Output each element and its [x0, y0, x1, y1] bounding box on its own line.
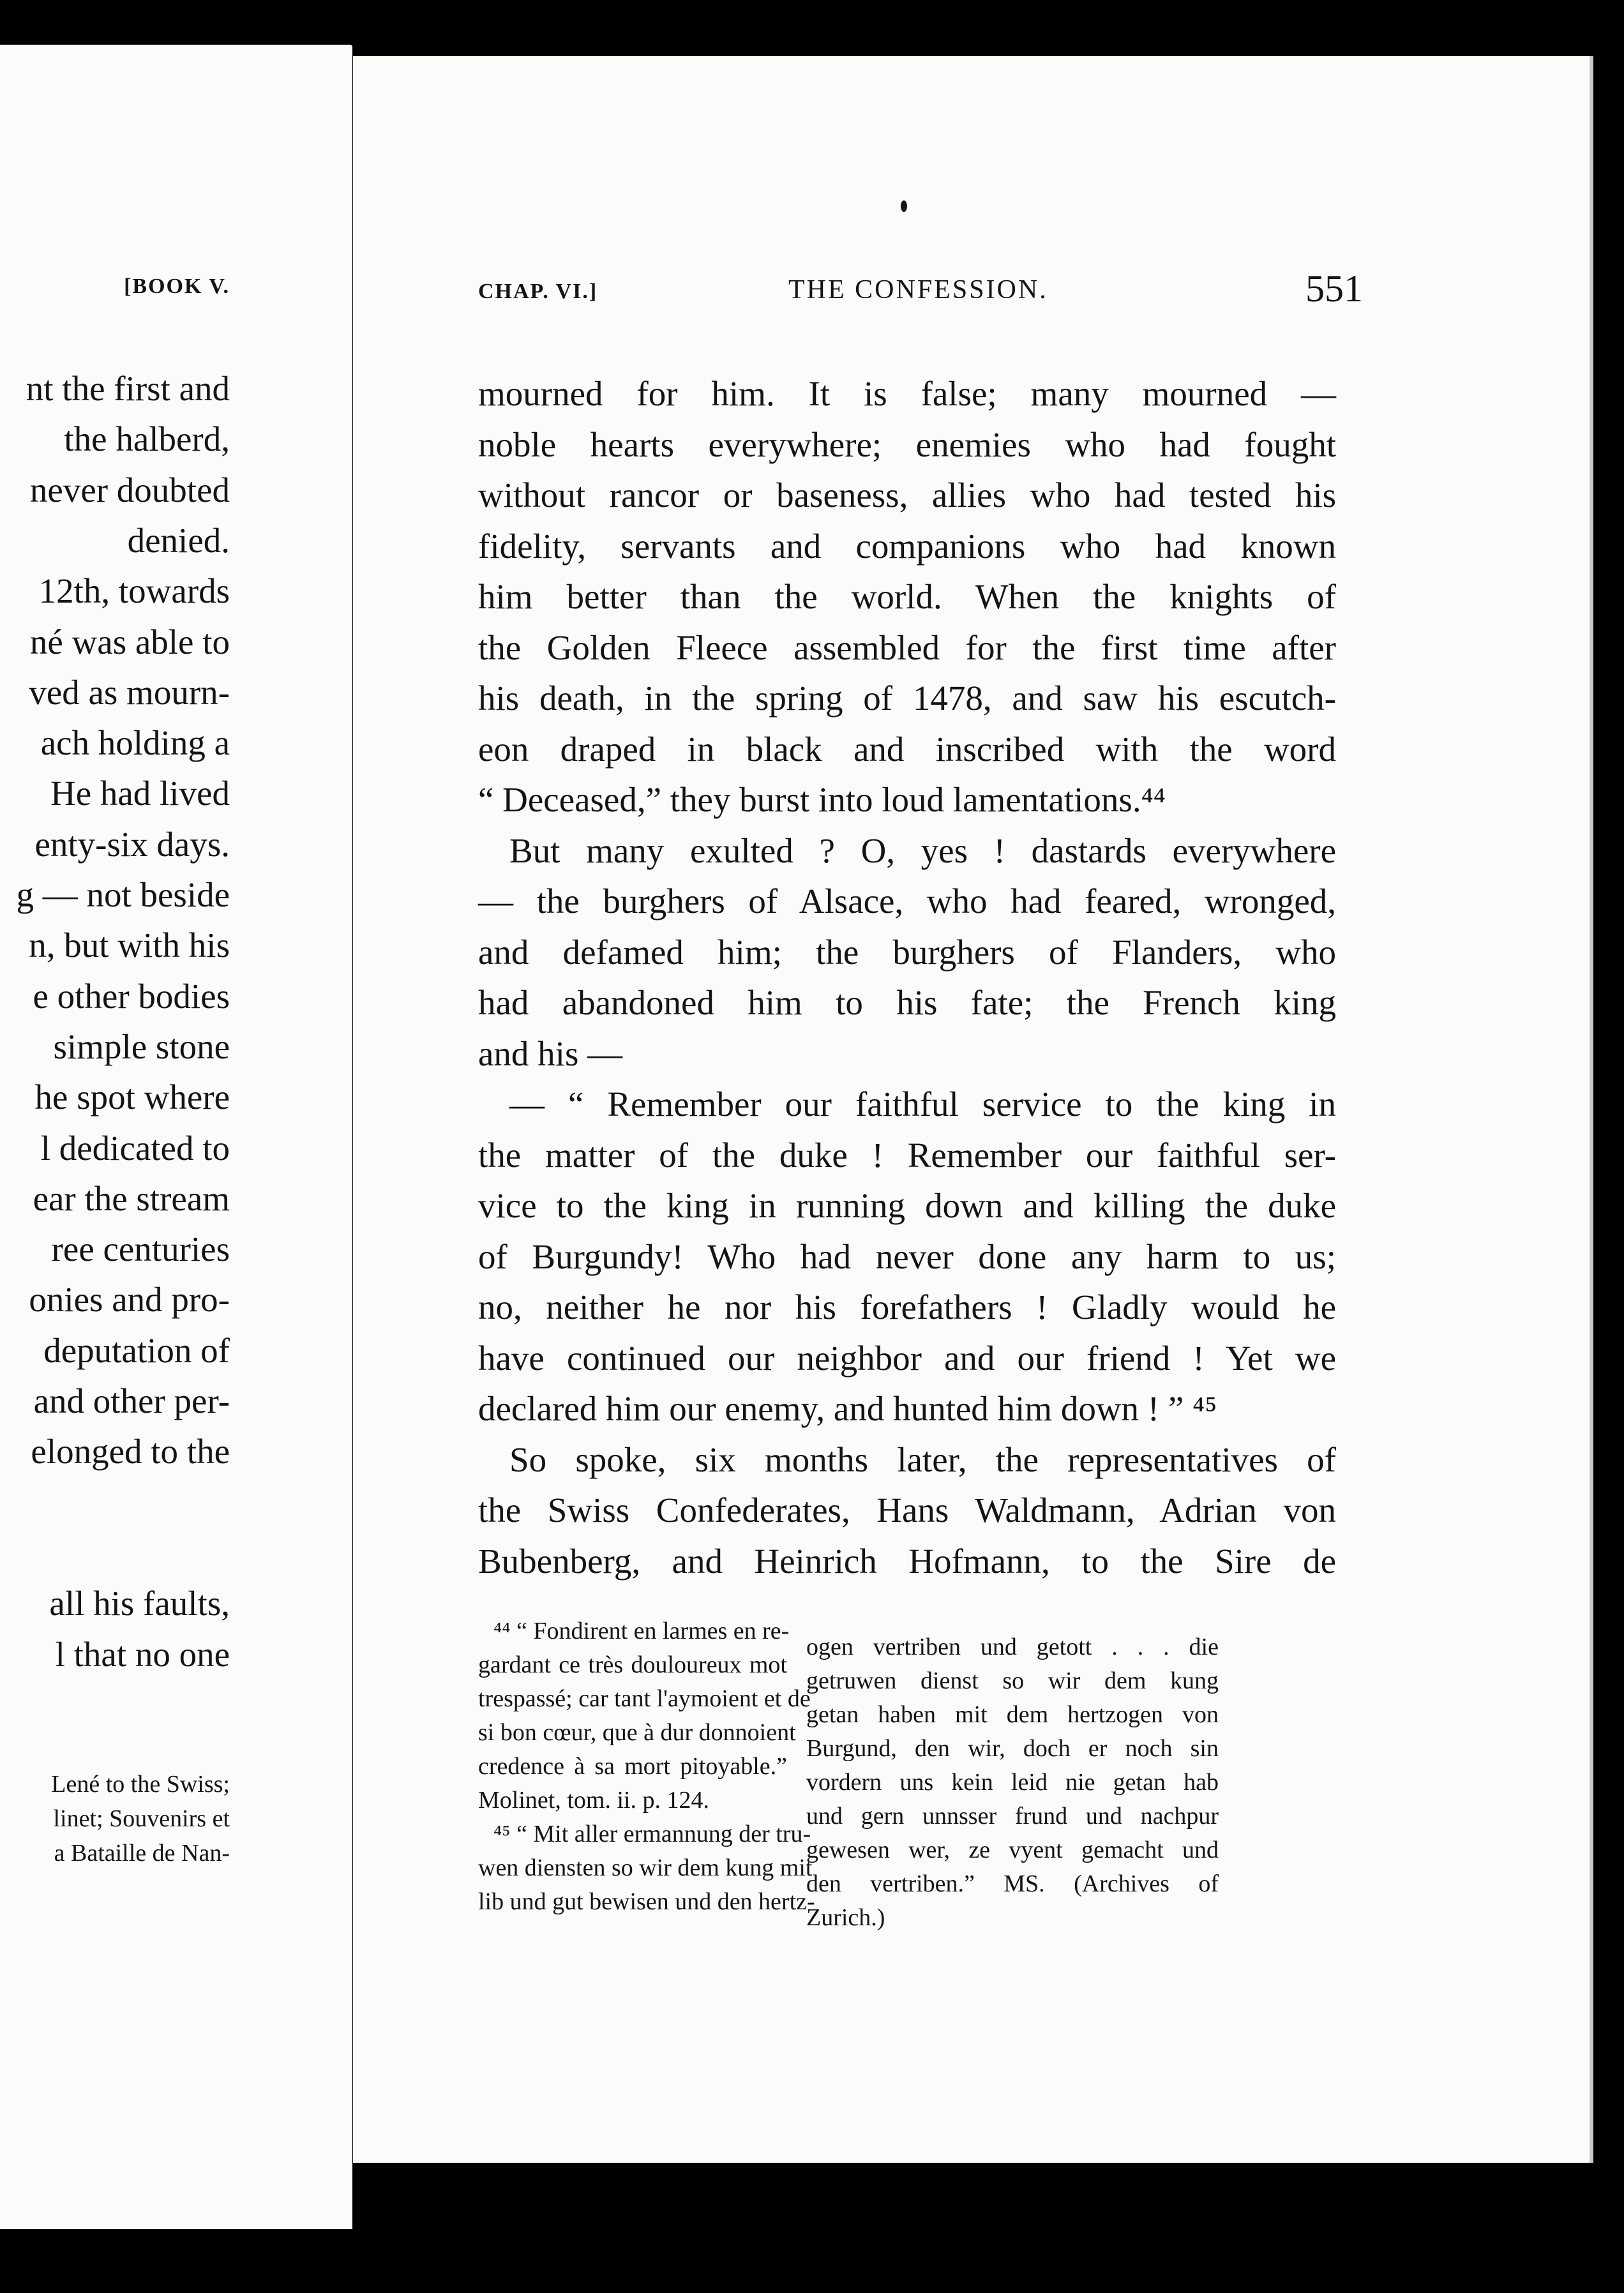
text-line: ved as mourn-	[29, 672, 230, 712]
text-line: him better than the world. When the knights of	[478, 577, 1336, 616]
ink-mark	[901, 200, 907, 212]
footnote-line: linet; Souvenirs et	[53, 1805, 230, 1832]
text-line: né was able to	[29, 622, 230, 661]
page-number: 551	[1305, 267, 1363, 310]
text-line: had abandoned him to his fate; the French king	[478, 983, 1336, 1022]
text-line: “ Deceased,” they burst into loud lamentations.⁴⁴	[478, 780, 1166, 819]
footnote-line: vordern uns kein leid nie getan hab	[806, 1769, 1219, 1796]
running-title: THE CONFESSION.	[788, 275, 1048, 304]
footnote-line: lib und gut bewisen und den hertz-	[478, 1888, 815, 1915]
text-line: denied.	[127, 520, 230, 560]
text-line: never doubted	[29, 470, 230, 509]
right-page	[353, 56, 1593, 2163]
text-line: Bubenberg, and Heinrich Hofmann, to the Sire de	[478, 1541, 1336, 1581]
footnote-line: den vertriben.” MS. (Archives of	[806, 1870, 1219, 1897]
text-line: deputation of	[43, 1330, 230, 1370]
text-line: onies and pro-	[29, 1280, 230, 1319]
footnote-line: ⁴⁴ “ Fondirent en larmes en re-	[493, 1618, 790, 1644]
text-line: mourned for him. It is false; many mourned —	[478, 374, 1336, 413]
footnote-line: wen diensten so wir dem kung mit	[478, 1854, 813, 1881]
text-line: ear the stream	[33, 1178, 230, 1218]
text-line: declared him our enemy, and hunted him down ! ” ⁴⁵	[478, 1389, 1217, 1428]
footnote-line: getruwen dienst so wir dem kung	[806, 1667, 1219, 1694]
footnote-line: gardant ce très douloureux mot	[478, 1651, 787, 1678]
footnote-line: gewesen wer, ze vyent gemacht und	[806, 1837, 1219, 1863]
footnote-line: trespassé; car tant l'aymoient et de	[478, 1685, 811, 1712]
text-line: fidelity, servants and companions who had known	[478, 526, 1336, 566]
text-line: the Swiss Confederates, Hans Waldmann, Adrian von	[478, 1491, 1336, 1530]
text-line: l dedicated to	[40, 1128, 230, 1168]
text-line: and defamed him; the burghers of Flanders, who	[478, 932, 1336, 972]
footnote-line: und gern unnsser frund und nachpur	[806, 1803, 1219, 1830]
text-line: the matter of the duke ! Remember our faithful ser-	[478, 1135, 1336, 1175]
text-line: But many exulted ? O, yes ! dastards everywhere	[509, 831, 1336, 870]
left-page	[0, 45, 352, 2229]
text-line: enty-six days.	[34, 824, 230, 864]
footnote-line: si bon cœur, que à dur donnoient	[478, 1719, 796, 1746]
text-line: noble hearts everywhere; enemies who had fought	[478, 425, 1336, 464]
text-line: and other per-	[33, 1381, 230, 1420]
text-line: n, but with his	[29, 926, 230, 965]
text-line: ach holding a	[40, 723, 230, 763]
footnote-line: credence à sa mort pitoyable.”	[478, 1753, 787, 1780]
text-line: He had lived	[50, 774, 230, 813]
text-line: — “ Remember our faithful service to the king in	[509, 1085, 1336, 1124]
text-line: and his —	[478, 1034, 623, 1073]
text-line: — the burghers of Alsace, who had feared, wronged,	[478, 882, 1336, 921]
footnote-line: getan haben mit dem hertzogen von	[806, 1701, 1219, 1728]
text-line: the Golden Fleece assembled for the first time after	[478, 628, 1336, 667]
footnote-line: Molinet, tom. ii. p. 124.	[478, 1787, 710, 1814]
footnote-line: Burgund, den wir, doch er noch sin	[806, 1735, 1219, 1762]
text-line: ree centuries	[51, 1229, 230, 1269]
footnote-line: Lené to the Swiss;	[51, 1771, 230, 1798]
text-line: all his faults,	[49, 1584, 230, 1623]
text-line: e other bodies	[33, 976, 230, 1016]
chapter-heading: CHAP. VI.]	[478, 280, 598, 303]
text-line: of Burgundy! Who had never done any harm to us;	[478, 1237, 1336, 1276]
text-line: elonged to the	[31, 1432, 230, 1471]
footnote-line: ogen vertriben und getott . . . die	[806, 1634, 1219, 1660]
left-running-head: [BOOK V.	[124, 274, 230, 298]
text-line: simple stone	[53, 1026, 230, 1066]
text-line: the halberd,	[64, 419, 230, 459]
footnote-line: ⁴⁵ “ Mit aller ermannung der tru-	[493, 1821, 811, 1847]
footnote-line: a Bataille de Nan-	[54, 1840, 230, 1867]
text-line: nt the first and	[26, 369, 230, 408]
text-line: his death, in the spring of 1478, and saw his escutch-	[478, 679, 1336, 718]
text-line: no, neither he nor his forefathers ! Gladly would he	[478, 1288, 1336, 1327]
footnote-line: Zurich.)	[806, 1904, 885, 1931]
text-line: l that no one	[55, 1634, 230, 1674]
text-line: eon draped in black and inscribed with the word	[478, 729, 1336, 769]
text-line: 12th, towards	[38, 571, 230, 611]
text-line: g — not beside	[16, 875, 230, 914]
text-line: he spot where	[34, 1078, 230, 1117]
text-line: So spoke, six months later, the representatives of	[509, 1440, 1336, 1479]
text-line: have continued our neighbor and our friend ! Yet we	[478, 1338, 1336, 1378]
text-line: without rancor or baseness, allies who had tested his	[478, 476, 1336, 515]
text-line: vice to the king in running down and killing the duke	[478, 1186, 1336, 1225]
